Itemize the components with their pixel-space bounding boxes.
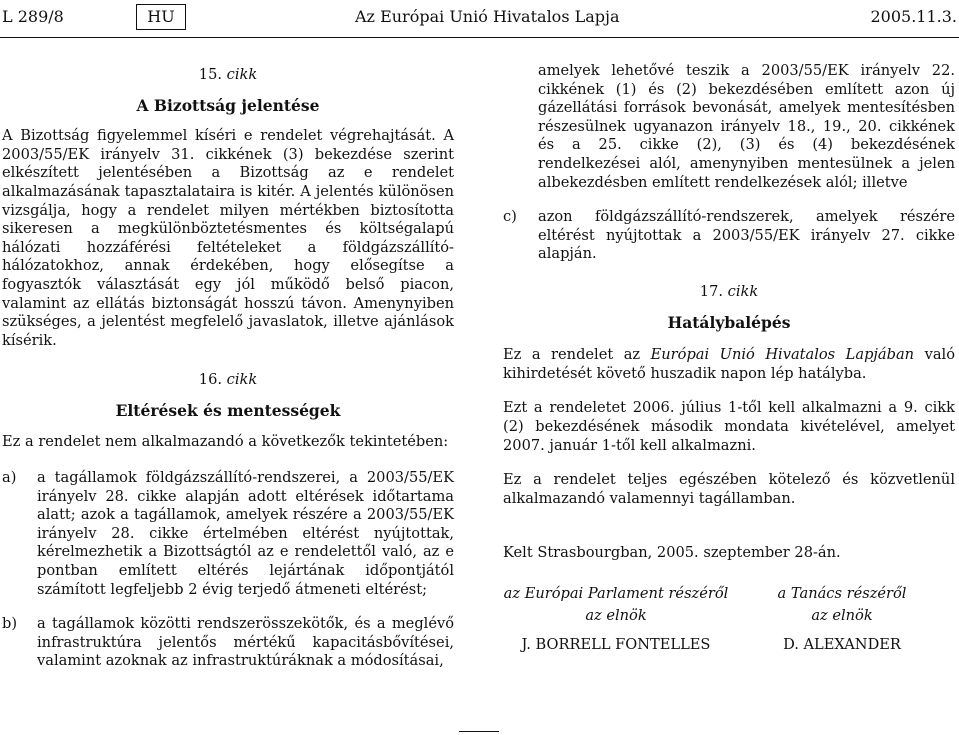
- article-17-title: Hatálybalépés: [667, 312, 791, 332]
- footnote-divider: [459, 731, 499, 732]
- list-marker: c): [503, 208, 517, 226]
- signature-council: [729, 585, 955, 655]
- article-16-number: 16. cikk: [198, 371, 258, 389]
- language-badge: HU: [136, 4, 186, 30]
- place-and-date: Kelt Strasbourgban, 2005. szeptember 28-án.: [503, 544, 841, 562]
- binding-clause: Ez a rendelet teljes egészében kötelező és közvetlenül alkalmazandó valamennyi tagállamban.: [503, 471, 955, 507]
- list-marker: b): [2, 615, 18, 633]
- signatory-role: az elnök: [811, 607, 873, 625]
- page-reference: L 289/8: [2, 7, 64, 26]
- list-item-c: [503, 208, 955, 264]
- list-item-text: a tagállamok földgázszállító-rendszerei, a 2003/55/EK irányelv 28. cikke alapján adott eltérések időtartama alatt; azok a tagállamok, amelyek részére a 2003/55/EK irányelv 28. cikke értelmében eltérést nyújtottak, kérelmezhetik a Bizottságtól az e rendelettől való, az e pontban említett eltérés lejártának időpontjától számított legfeljebb 2 évig terjedő átmeneti eltérést;: [37, 469, 454, 598]
- list-item-b: [2, 615, 454, 671]
- header-divider: [0, 37, 959, 38]
- article-15-text: A Bizottság figyelemmel kíséri e rendelet végrehajtását. A 2003/55/EK irányelv 31. cikkének (3) bekezdése szerint elkészített jelentésében a Bizottság az e rendelet alkalmazásának tapasztalataira is kitér. A jelentés különösen vizsgálja, hogy a rendelet milyen mértékben biztosította sikeresen a megkülönböztetésmentes és költségalapú hálózati hozzáférési feltételeket a földgázszállító-hálózatokhoz, annak érdekében, hogy elősegítse a fogyasztók választását egy jól működő belső piacon, valamint az ellátás biztonságát hosszú távon. Amenynyiben szükséges, a jelentést megfelelő javaslatok, illetve ajánlások kísérik.: [2, 127, 454, 349]
- left-column: [2, 56, 454, 671]
- article-15-number: 15. cikk: [198, 66, 258, 83]
- signatory-role: az elnök: [585, 607, 647, 625]
- signature-block: [503, 585, 955, 655]
- page-header: [0, 0, 959, 36]
- article-15-title: A Bizottság jelentése: [136, 95, 320, 115]
- right-column: [503, 56, 955, 655]
- signature-parliament: [503, 585, 729, 655]
- article-16-intro: Ez a rendelet nem alkalmazandó a következők tekintetében:: [2, 432, 449, 450]
- article-17-number: 17. cikk: [699, 282, 759, 300]
- list-item-text: azon földgázszállító-rendszerek, amelyek részére eltérést nyújtottak a 2003/55/EK irányelv 27. cikke alapján.: [538, 208, 955, 263]
- list-marker: a): [2, 469, 17, 487]
- publication-date: 2005.11.3.: [870, 7, 957, 26]
- signatory-name: J. BORRELL FONTELLES: [521, 636, 711, 654]
- article-16-title: Eltérések és mentességek: [115, 400, 341, 420]
- signatory-body: a Tanács részéről: [777, 584, 907, 602]
- list-item-text: a tagállamok közötti rendszerösszekötők, és a meglévő infrastruktúra jelentős mértékű kapacitásbővítései, valamint azoknak az infrastruktúráknak a módosításai,: [37, 615, 454, 670]
- list-item-b-continued: [503, 62, 955, 192]
- list-item-a: [2, 469, 454, 599]
- article-17-paragraph-2: Ezt a rendeletet 2006. július 1-től kell alkalmazni a 9. cikk (2) bekezdésének második mondata kivételével, amelyet 2007. január 1-től kell alkalmazni.: [503, 399, 955, 454]
- signatory-name: D. ALEXANDER: [783, 636, 901, 654]
- article-17-paragraph-1: Ez a rendelet az Európai Unió Hivatalos Lapjában való kihirdetését követő huszadik napon lép hatályba.: [503, 346, 955, 382]
- signatory-body: az Európai Parlament részéről: [503, 584, 729, 602]
- list-item-text: amelyek lehetővé teszik a 2003/55/EK irányelv 22. cikkének (1) és (2) bekezdésében említett azon új gázellátási források bevonását, amelyek mentesítésben részesülnek ugyanazon irányelv 18., 19., 20. cikkének és a 25. cikke (2), (3) és (4) bekezdésének rendelkezései alól, amenynyiben mentesülnek a jelen albekezdésben említett rendelkezések alól; illetve: [538, 62, 955, 191]
- journal-title: Az Európai Unió Hivatalos Lapja: [355, 7, 620, 26]
